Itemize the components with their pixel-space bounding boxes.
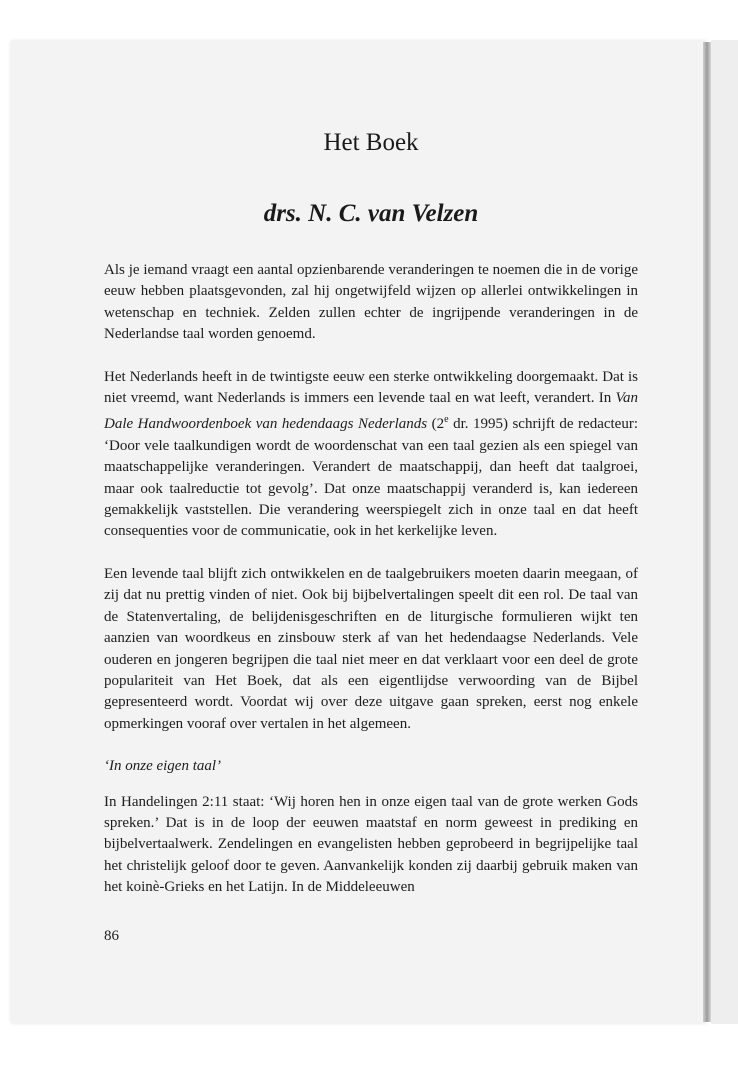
paragraph-text: Het Nederlands heeft in de twintigste eeuw een sterke ontwikkeling doorgemaakt. Dat is niet vreemd, want Nederlands is immers een levende taal en wat leeft, verandert. In xyxy=(104,368,638,407)
book-title-reference: Van Dale Handwoordenboek van hedendaags Nederlands xyxy=(104,390,638,433)
paragraph xyxy=(104,367,638,543)
adjacent-page-edge xyxy=(711,40,738,1024)
paragraph: In Handelingen 2:11 staat: ‘Wij horen hen in onze eigen taal van de grote werken Gods spreken.’ Dat is in de loop der eeuwen maatstaf en norm geweest in prediking en bijbelvertaalwerk. Zendelingen en evangelisten hebben geprobeerd in begrijpelijke taal het christelijk geloof door te geven. Aanvankelijk konden zij daarbij gebruik maken van het koinè-Grieks en het Latijn. In de Middeleeuwen xyxy=(104,793,638,896)
paragraph: Een levende taal blijft zich ontwikkelen en de taalgebruikers moeten daarin meegaan, of zij dat nu prettig vinden of niet. Ook bij bijbelvertalingen speelt dit een rol. De taal van de Statenvertaling, de belijdenisgeschriften en de liturgische formulieren wijkt ten aanzien van woordkeus en zinsbouw sterk af van het hedendaagse Nederlands. Vele ouderen en jongeren begrijpen die taal niet meer en dat verklaart voor een deel de grote populariteit van Het Boek, dat als een eigentlijdse verwoording van de Bijbel gepresenteerd wordt. Voordat wij over deze uitgave gaan spreken, eerst nog enkele opmerkingen vooraf over vertalen in het algemeen. xyxy=(104,565,638,732)
paragraph-text: dr. 1995) schrijft de redacteur: ‘Door vele taalkundigen wordt de woordenschat van een taal gezien als een spiegel van maatschappelijke veranderingen. Verandert de maatschappij, dan heeft dat taalgroei, maar ook taalreductie tot gevolg’. Dat onze maatschappij veranderd is, kan iedereen gemakkelijk vaststellen. Die verandering weerspiegelt zich in onze taal en dat heeft consequenties voor de communicatie, ook in het kerkelijke leven. xyxy=(104,416,639,540)
edition-superscript: e xyxy=(444,414,449,426)
page-number: 86 xyxy=(104,928,119,944)
book-gutter xyxy=(703,42,711,1022)
section-heading: ‘In onze eigen taal’ xyxy=(104,758,222,775)
article-body xyxy=(104,260,638,899)
article-author: drs. N. C. van Velzen xyxy=(263,200,479,227)
article-title: Het Boek xyxy=(323,129,419,156)
paragraph-text: (2 xyxy=(427,416,445,433)
paragraph: Als je iemand vraagt een aantal opzienbarende veranderingen te noemen die in de vorige eeuw hebben plaatsgevonden, zal hij ongetwijfeld wijzen op allerlei ontwikkelingen in wetenschap en techniek. Zelden zullen echter de ingrijpende veranderingen in de Nederlandse taal worden genoemd. xyxy=(104,262,638,343)
